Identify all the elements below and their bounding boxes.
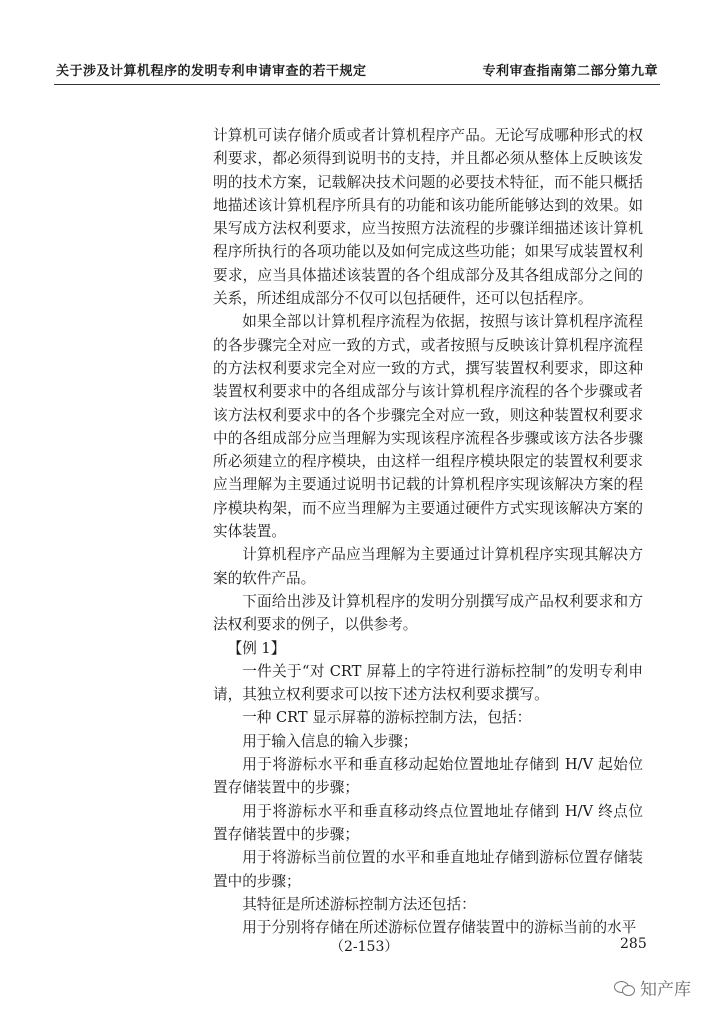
watermark bbox=[614, 975, 691, 1000]
header-document-title: 关于涉及计算机程序的发明专利申请审查的若干规定 bbox=[56, 64, 367, 79]
paragraph: 如果全部以计算机程序流程为依据，按照与该计算机程序流程的各步骤完全对应一致的方式，或者按照与反映该计算机程序流程的方法权利要求完全对应一致的方式，撰写装置权利要求，即这种装置权利要求中的各组成部分与该计算机程序流程的各个步骤或者该方法权利要求中的各个步骤完全对应一致，则这种装置权利要求中的各组成部分应当理解为实现该程序流程各步骤或该方法各步骤所必须建立的程序模块，由这样一组程序模块限定的装置权利要求应当理解为主要通过说明书记载的计算机程序实现该解决方案的程序模块构架，而不应当理解为主要通过硬件方式实现该解决方案的实体装置。 bbox=[213, 313, 643, 541]
paragraph: 其特征是所述游标控制方法还包括： bbox=[242, 895, 476, 913]
header-chapter-title: 专利审查指南第二部分第九章 bbox=[482, 64, 658, 79]
paragraph: 用于输入信息的输入步骤； bbox=[242, 732, 418, 750]
example-heading: 【例 1】 bbox=[227, 639, 286, 657]
paragraph: 下面给出涉及计算机程序的发明分别撰写成产品权利要求和方法权利要求的例子，以供参考。 bbox=[213, 592, 643, 634]
watermark-text: 知产库 bbox=[640, 980, 691, 1000]
paragraph: 用于将游标当前位置的水平和垂直地址存储到游标位置存储装置中的步骤； bbox=[213, 849, 643, 890]
paragraph: 用于将游标水平和垂直移动起始位置地址存储到 H/V 起始位置存储装置中的步骤； bbox=[213, 756, 643, 797]
footer-page-number: 285 bbox=[620, 936, 647, 952]
paragraph: 计算机程序产品应当理解为主要通过计算机程序实现其解决方案的软件产品。 bbox=[213, 546, 643, 587]
paragraph: 用于分别将存储在所述游标位置存储装置中的游标当前的水平 bbox=[242, 919, 637, 937]
footer-section-code: （2-153） bbox=[330, 939, 399, 955]
paragraph: 一种 CRT 显示屏幕的游标控制方法，包括： bbox=[242, 709, 532, 727]
paragraph: 一件关于“对 CRT 屏幕上的字符进行游标控制”的发明专利申请，其独立权利要求可以按下述方法权利要求撰写。 bbox=[213, 662, 643, 704]
header-divider bbox=[54, 84, 660, 85]
body-text bbox=[213, 124, 643, 939]
wechat-icon bbox=[614, 979, 636, 997]
paragraph: 用于将游标水平和垂直移动终点位置地址存储到 H/V 终点位置存储装置中的步骤； bbox=[213, 802, 643, 843]
paragraph: 计算机可读存储介质或者计算机程序产品。无论写成哪种形式的权利要求，都必须得到说明书的支持，并且都必须从整体上反映该发明的技术方案，记载解决技术问题的必要技术特征，而不能只概括地描述该计算机程序所具有的功能和该功能所能够达到的效果。如果写成方法权利要求，应当按照方法流程的步骤详细描述该计算机程序所执行的各项功能以及如何完成这些功能；如果写成装置权利要求，应当具体描述该装置的各个组成部分及其各组成部分之间的关系，所述组成部分不仅可以包括硬件，还可以包括程序。 bbox=[213, 127, 643, 308]
